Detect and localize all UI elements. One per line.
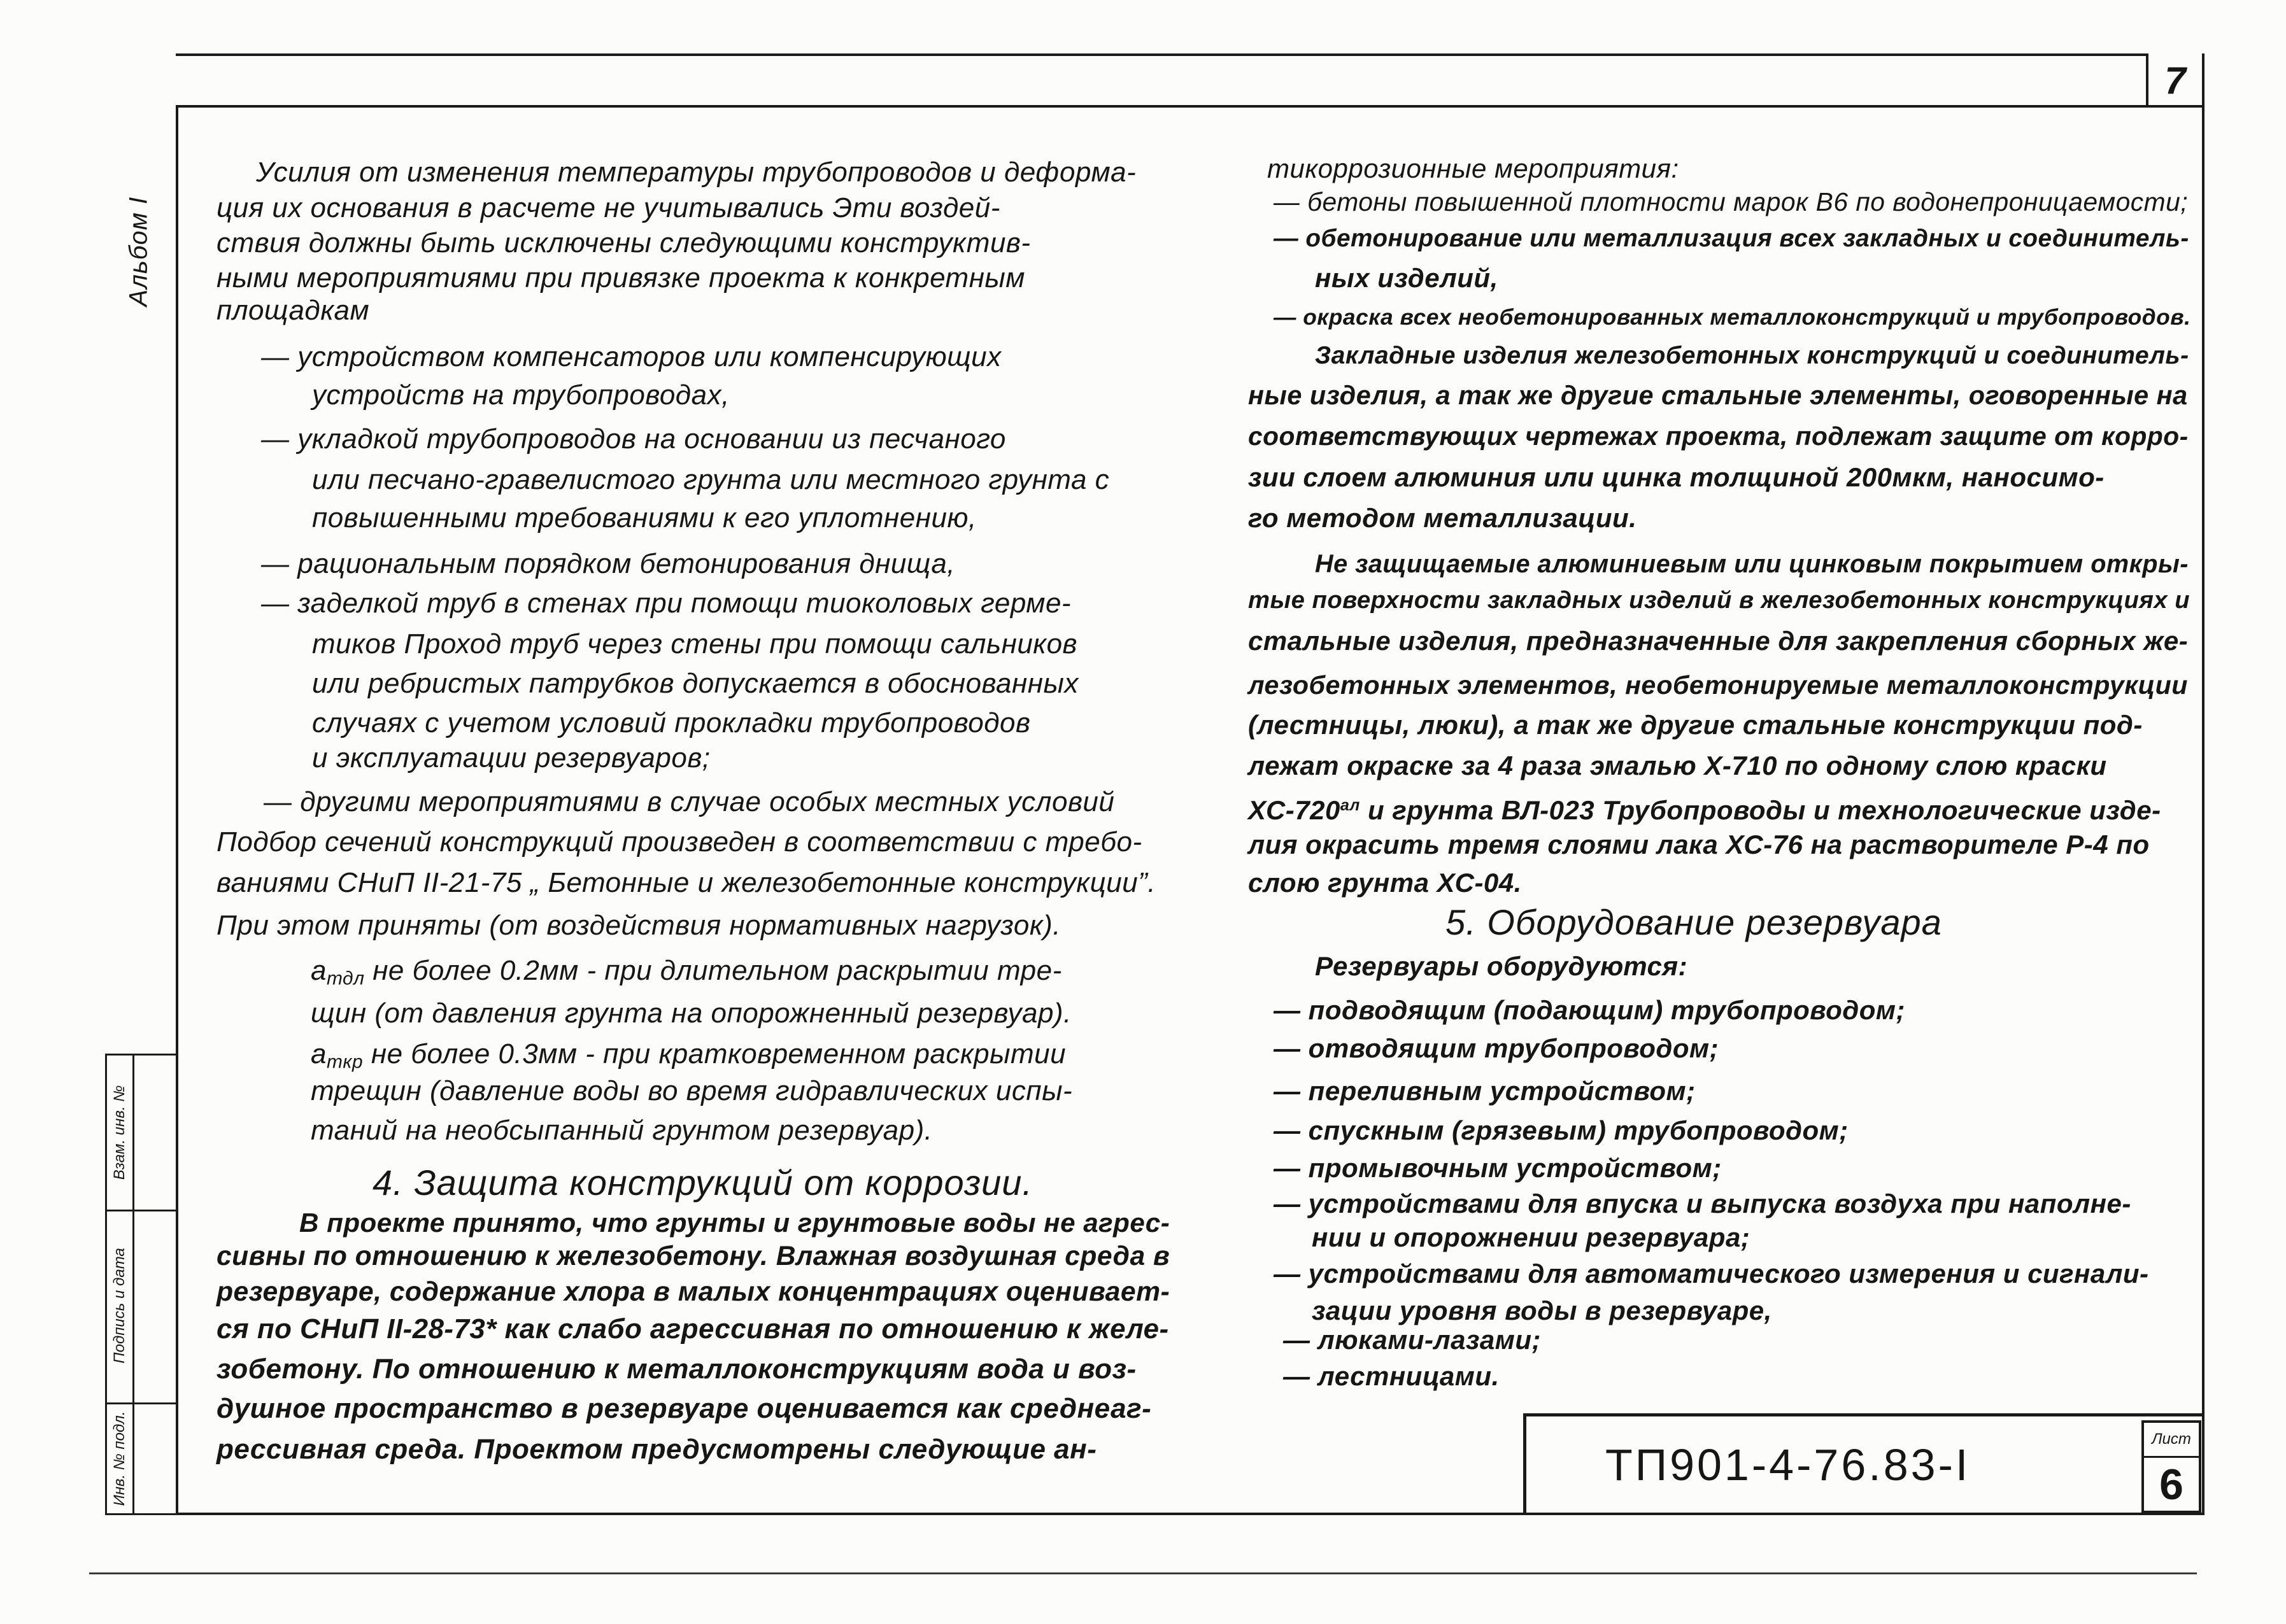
list-item: — рациональным порядком бетонирования днища,	[261, 548, 956, 579]
text-line: таний на необсыпанный грунтом резервуар).	[311, 1115, 933, 1146]
sheet-label: Лист	[2152, 1430, 2191, 1448]
list-item: — спускным (грязевым) трубопроводом;	[1274, 1115, 1849, 1145]
text-span: не более 0.3мм - при кратковременном раскрытии	[363, 1038, 1067, 1070]
document-code: ТП901-4-76.83-I	[1605, 1440, 1971, 1490]
text-line: зации уровня воды в резервуаре,	[1312, 1296, 1772, 1325]
text-line: При этом приняты (от воздействия нормативных нагрузок).	[217, 910, 1061, 941]
text-line: лежат окраске за 4 раза эмалью Х-710 по одному слою краски	[1248, 751, 2107, 780]
crack-width-subscript: ткр	[326, 1051, 364, 1073]
text-line: нии и опорожнении резервуара;	[1312, 1222, 1750, 1252]
margin-stamp	[105, 1054, 178, 1515]
text-line: Не защищаемые алюминиевым или цинковым покрытием откры-	[1315, 550, 2189, 578]
list-item: — промывочным устройством;	[1274, 1153, 1722, 1183]
text-line: тые поверхности закладных изделий в железобетонных конструкциях и	[1248, 586, 2190, 614]
stamp-signature-date-label: Подпись и дата	[111, 1248, 128, 1364]
text-line: повышенными требованиями к его уплотнению,	[312, 502, 977, 533]
list-item: — другими мероприятиями в случае особых местных условий	[264, 786, 1115, 817]
superscript: ал	[1340, 796, 1360, 814]
list-item: — переливным устройством;	[1274, 1076, 1696, 1106]
text-line: Закладные изделия железобетонных конструкций и соединитель-	[1315, 342, 2189, 369]
text-line: случаях с учетом условий прокладки трубопроводов	[312, 707, 1031, 738]
text-line: Усилия от изменения температуры трубопроводов и деформа-	[256, 157, 1137, 188]
right-text-column	[1248, 0, 2190, 1624]
text-line: или ребристых патрубков допускается в обоснованных	[312, 668, 1079, 699]
paint-spec-line	[1248, 787, 2161, 823]
list-item: — заделкой труб в стенах при помощи тиоколовых герме-	[261, 588, 1072, 619]
left-text-column	[217, 0, 1172, 1624]
text-line: душное пространство в резервуаре оценивается как среднеаг-	[217, 1393, 1152, 1424]
text-line: лезобетонных элементов, необетонируемые металлоконструкции	[1248, 670, 2188, 700]
crack-width-symbol: a	[311, 955, 327, 986]
list-item: — укладкой трубопроводов на основании из песчаного	[261, 423, 1006, 455]
list-item: — отводящим трубопроводом;	[1274, 1033, 1719, 1063]
stamp-replacement-inv-label: Взам. инв. №	[111, 1085, 128, 1180]
page-number: 7	[2164, 59, 2186, 102]
sheet-number-box	[2141, 1420, 2201, 1513]
text-line: ными мероприятиями при привязке проекта к конкретным	[217, 262, 1025, 293]
text-line: трещин (давление воды во время гидравлических испы-	[311, 1075, 1073, 1106]
sheet-box-divider	[2144, 1456, 2199, 1458]
text-line: зии слоем алюминия или цинка толщиной 200мкм, наносимо-	[1248, 462, 2105, 492]
list-item: — обетонирование или металлизация всех закладных и соединитель-	[1274, 225, 2189, 252]
list-item: — устройствами для впуска и выпуска воздуха при наполне-	[1274, 1189, 2131, 1218]
text-line: ные изделия, а так же другие стальные элементы, оговоренные на	[1248, 381, 2188, 410]
text-line: ция их основания в расчете не учитывались Эти воздей-	[217, 192, 1000, 223]
text-span: и грунта ВЛ-023 Трубопроводы и технологические изде-	[1360, 794, 2161, 825]
text-line: ся по СНиП II-28-73* как слабо агрессивная по отношению к желе-	[217, 1313, 1169, 1345]
list-item: — лестницами.	[1283, 1361, 1500, 1391]
text-line: стальные изделия, предназначенные для закрепления сборных же-	[1248, 626, 2189, 656]
text-line: или песчано-гравелистого грунта или местного грунта с	[312, 464, 1110, 495]
text-line: ствия должны быть исключены следующими конструктив-	[217, 227, 1031, 258]
text-line: сивны по отношению к железобетону. Влажная воздушная среда в	[217, 1241, 1170, 1271]
title-block	[1523, 1413, 2204, 1515]
text-line: ных изделий,	[1315, 263, 1498, 293]
text-line: соответствующих чертежах проекта, подлежат защите от корро-	[1248, 421, 2189, 451]
text-line: тиков Проход труб через стены при помощи сальников	[312, 628, 1078, 660]
text-line: В проекте принято, что грунты и грунтовые воды не агрес-	[299, 1208, 1170, 1238]
text-line: ваниями СНиП II-21-75 „ Бетонные и железобетонные конструкции”.	[217, 867, 1156, 898]
stamp-divider	[107, 1210, 176, 1211]
list-item: — подводящим (подающим) трубопроводом;	[1274, 995, 1905, 1025]
stamp-original-inv-label: Инв. № подл.	[111, 1411, 128, 1506]
crack-width-symbol: a	[311, 1038, 327, 1070]
text-line: устройств на трубопроводах,	[312, 379, 730, 411]
text-span: не более 0.2мм - при длительном раскрытии тре-	[364, 955, 1062, 986]
text-line: го методом металлизации.	[1248, 503, 1637, 533]
stamp-divider	[107, 1402, 176, 1404]
crack-width-subscript: тдл	[326, 968, 365, 989]
sheet-number: 6	[2159, 1460, 2183, 1509]
text-line: зобетону. По отношению к металлоконструкциям вода и воз-	[217, 1353, 1137, 1385]
text-line: резервуаре, содержание хлора в малых концентрациях оценивает-	[217, 1276, 1170, 1307]
section-heading-corrosion: 4. Защита конструкций от коррозии.	[373, 1162, 1033, 1203]
section-heading-equipment: 5. Оборудование резервуара	[1445, 902, 1942, 942]
text-line: и эксплуатации резервуаров;	[312, 742, 711, 773]
stamp-divider	[132, 1056, 134, 1513]
list-item: — бетоны повышенной плотности марок В6 по водонепроницаемости;	[1274, 187, 2189, 216]
list-item: — устройствами для автоматического измерения и сигнали-	[1274, 1259, 2149, 1289]
list-item: — люками-лазами;	[1283, 1325, 1541, 1355]
text-line: рессивная среда. Проектом предусмотрены следующие ан-	[217, 1434, 1097, 1465]
text-line: (лестницы, люки), а так же другие стальные конструкции под-	[1248, 710, 2143, 740]
crack-width-long-term-line	[311, 953, 1062, 989]
text-line: щин (от давления грунта на опорожненный резервуар).	[311, 998, 1072, 1029]
album-label: Альбом I	[124, 196, 153, 307]
text-line: слою грунта ХС-04.	[1248, 868, 1522, 898]
text-line: тикоррозионные мероприятия:	[1267, 153, 1679, 183]
text-line: Резервуары оборудуются:	[1315, 951, 1688, 981]
text-line: площадкам	[217, 295, 370, 326]
text-span: ХС-720	[1248, 794, 1340, 825]
list-item: — устройством компенсаторов или компенсирующих	[261, 341, 1002, 372]
text-line: Подбор сечений конструкций произведен в соответствии с требо-	[217, 826, 1142, 858]
crack-width-short-term-line	[311, 1036, 1066, 1072]
list-item: — окраска всех необетонированных металлоконструкций и трубопроводов.	[1274, 305, 2191, 330]
text-line: лия окрасить тремя слоями лака ХС-76 на растворителе Р-4 по	[1248, 830, 2150, 859]
